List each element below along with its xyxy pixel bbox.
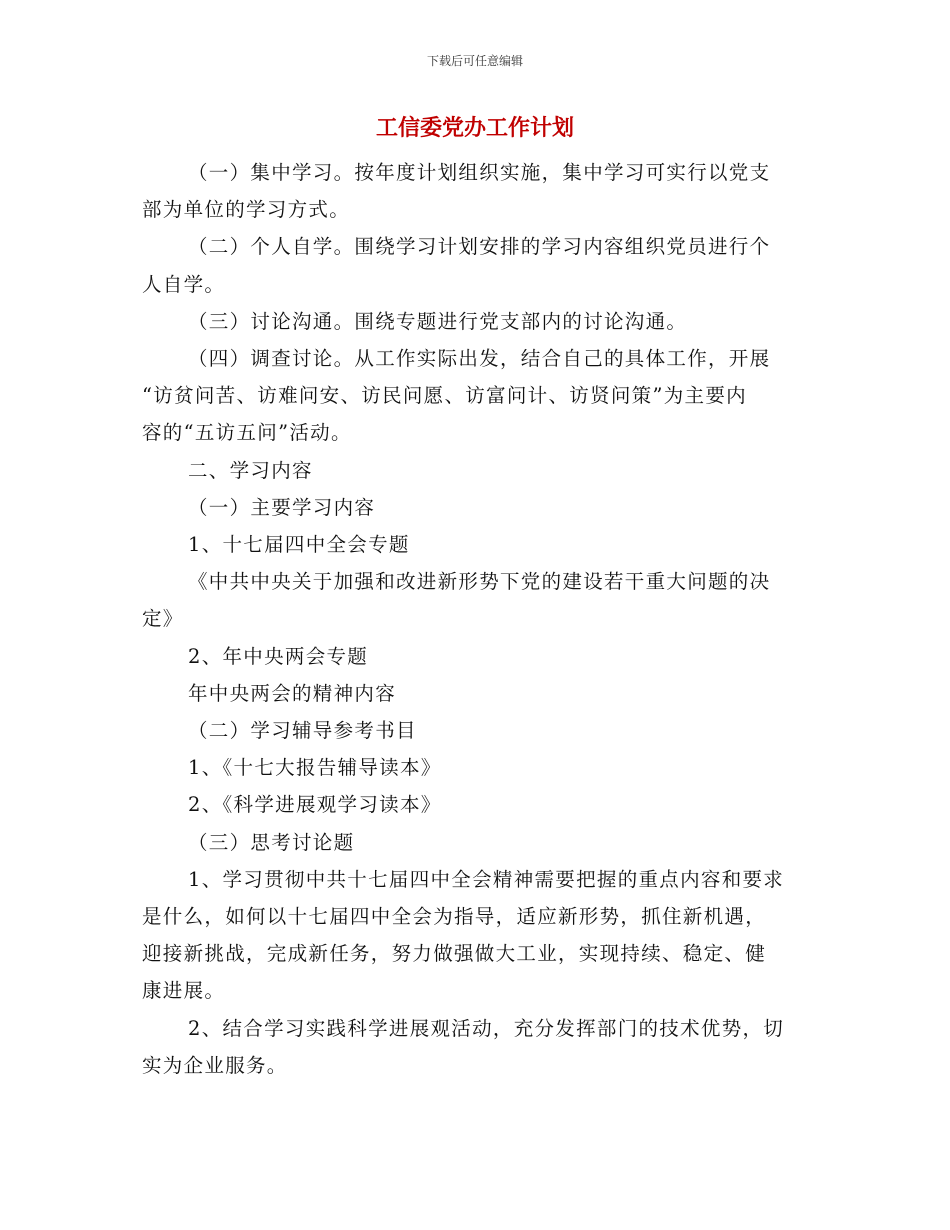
document-body xyxy=(142,154,810,1084)
paragraph-line: 1、《十七大报告辅导读本》 xyxy=(188,756,442,780)
paragraph-line: （四）调查讨论。从工作实际出发，结合自己的具体工作，开展 xyxy=(188,347,771,371)
paragraph xyxy=(142,303,810,340)
paragraph xyxy=(142,563,810,637)
paragraph-line: 《中共中央关于加强和改进新形势下党的建设若干重大问题的决 xyxy=(188,570,771,594)
paragraph-line: 容的“五访五问”活动。 xyxy=(142,421,352,445)
paragraph-line: （三）讨论沟通。围绕专题进行党支部内的讨论沟通。 xyxy=(188,309,688,333)
paragraph-line: 实为企业服务。 xyxy=(142,1053,288,1077)
paragraph-line: 1、学习贯彻中共十七届四中全会精神需要把握的重点内容和要求 xyxy=(188,867,785,891)
paragraph xyxy=(142,675,810,712)
paragraph-line: 定》 xyxy=(142,607,184,631)
paragraph-line: “访贫问苦、访难问安、访民问愿、访富问计、访贤问策”为主要内 xyxy=(142,384,747,408)
paragraph xyxy=(142,489,810,526)
paragraph xyxy=(142,340,810,452)
paragraph-line: （一）主要学习内容 xyxy=(188,495,376,519)
paragraph-line: 1、十七届四中全会专题 xyxy=(188,533,410,557)
paragraph xyxy=(142,154,810,228)
paragraph xyxy=(142,712,810,749)
paragraph xyxy=(142,452,810,489)
paragraph xyxy=(142,824,810,861)
paragraph xyxy=(142,638,810,675)
paragraph-line: （一）集中学习。按年度计划组织实施，集中学习可实行以党支 xyxy=(188,161,771,184)
paragraph-line: （二）学习辅导参考书目 xyxy=(188,719,417,743)
paragraph-line: 部为单位的学习方式。 xyxy=(142,198,351,222)
paragraph-line: 是什么，如何以十七届四中全会为指导，适应新形势，抓住新机遇， xyxy=(142,905,767,929)
paragraph-line: （二）个人自学。围绕学习计划安排的学习内容组织党员进行个 xyxy=(188,235,771,259)
paragraph xyxy=(142,786,810,823)
paragraph xyxy=(142,228,810,302)
page-header: 下载后可任意编辑 xyxy=(426,54,523,68)
paragraph-line: 迎接新挑战，完成新任务，努力做强做大工业，实现持续、稳定、健 xyxy=(142,942,767,966)
paragraph-line: 康进展。 xyxy=(142,979,226,1003)
paragraph-line: 2、年中央两会专题 xyxy=(188,644,369,668)
paragraph xyxy=(142,749,810,786)
document-title: 工信委党办工作计划 xyxy=(375,115,574,141)
paragraph xyxy=(142,1010,810,1084)
paragraph-line: （三）思考讨论题 xyxy=(188,830,355,854)
paragraph-line: 2、《科学进展观学习读本》 xyxy=(188,793,442,817)
paragraph-line: 人自学。 xyxy=(142,272,226,296)
paragraph-line: 2、结合学习实践科学进展观活动，充分发挥部门的技术优势，切 xyxy=(188,1016,785,1040)
paragraph-line: 年中央两会的精神内容 xyxy=(188,681,397,705)
paragraph xyxy=(142,526,810,563)
paragraph xyxy=(142,861,810,1010)
paragraph-line: 二、学习内容 xyxy=(188,458,313,482)
